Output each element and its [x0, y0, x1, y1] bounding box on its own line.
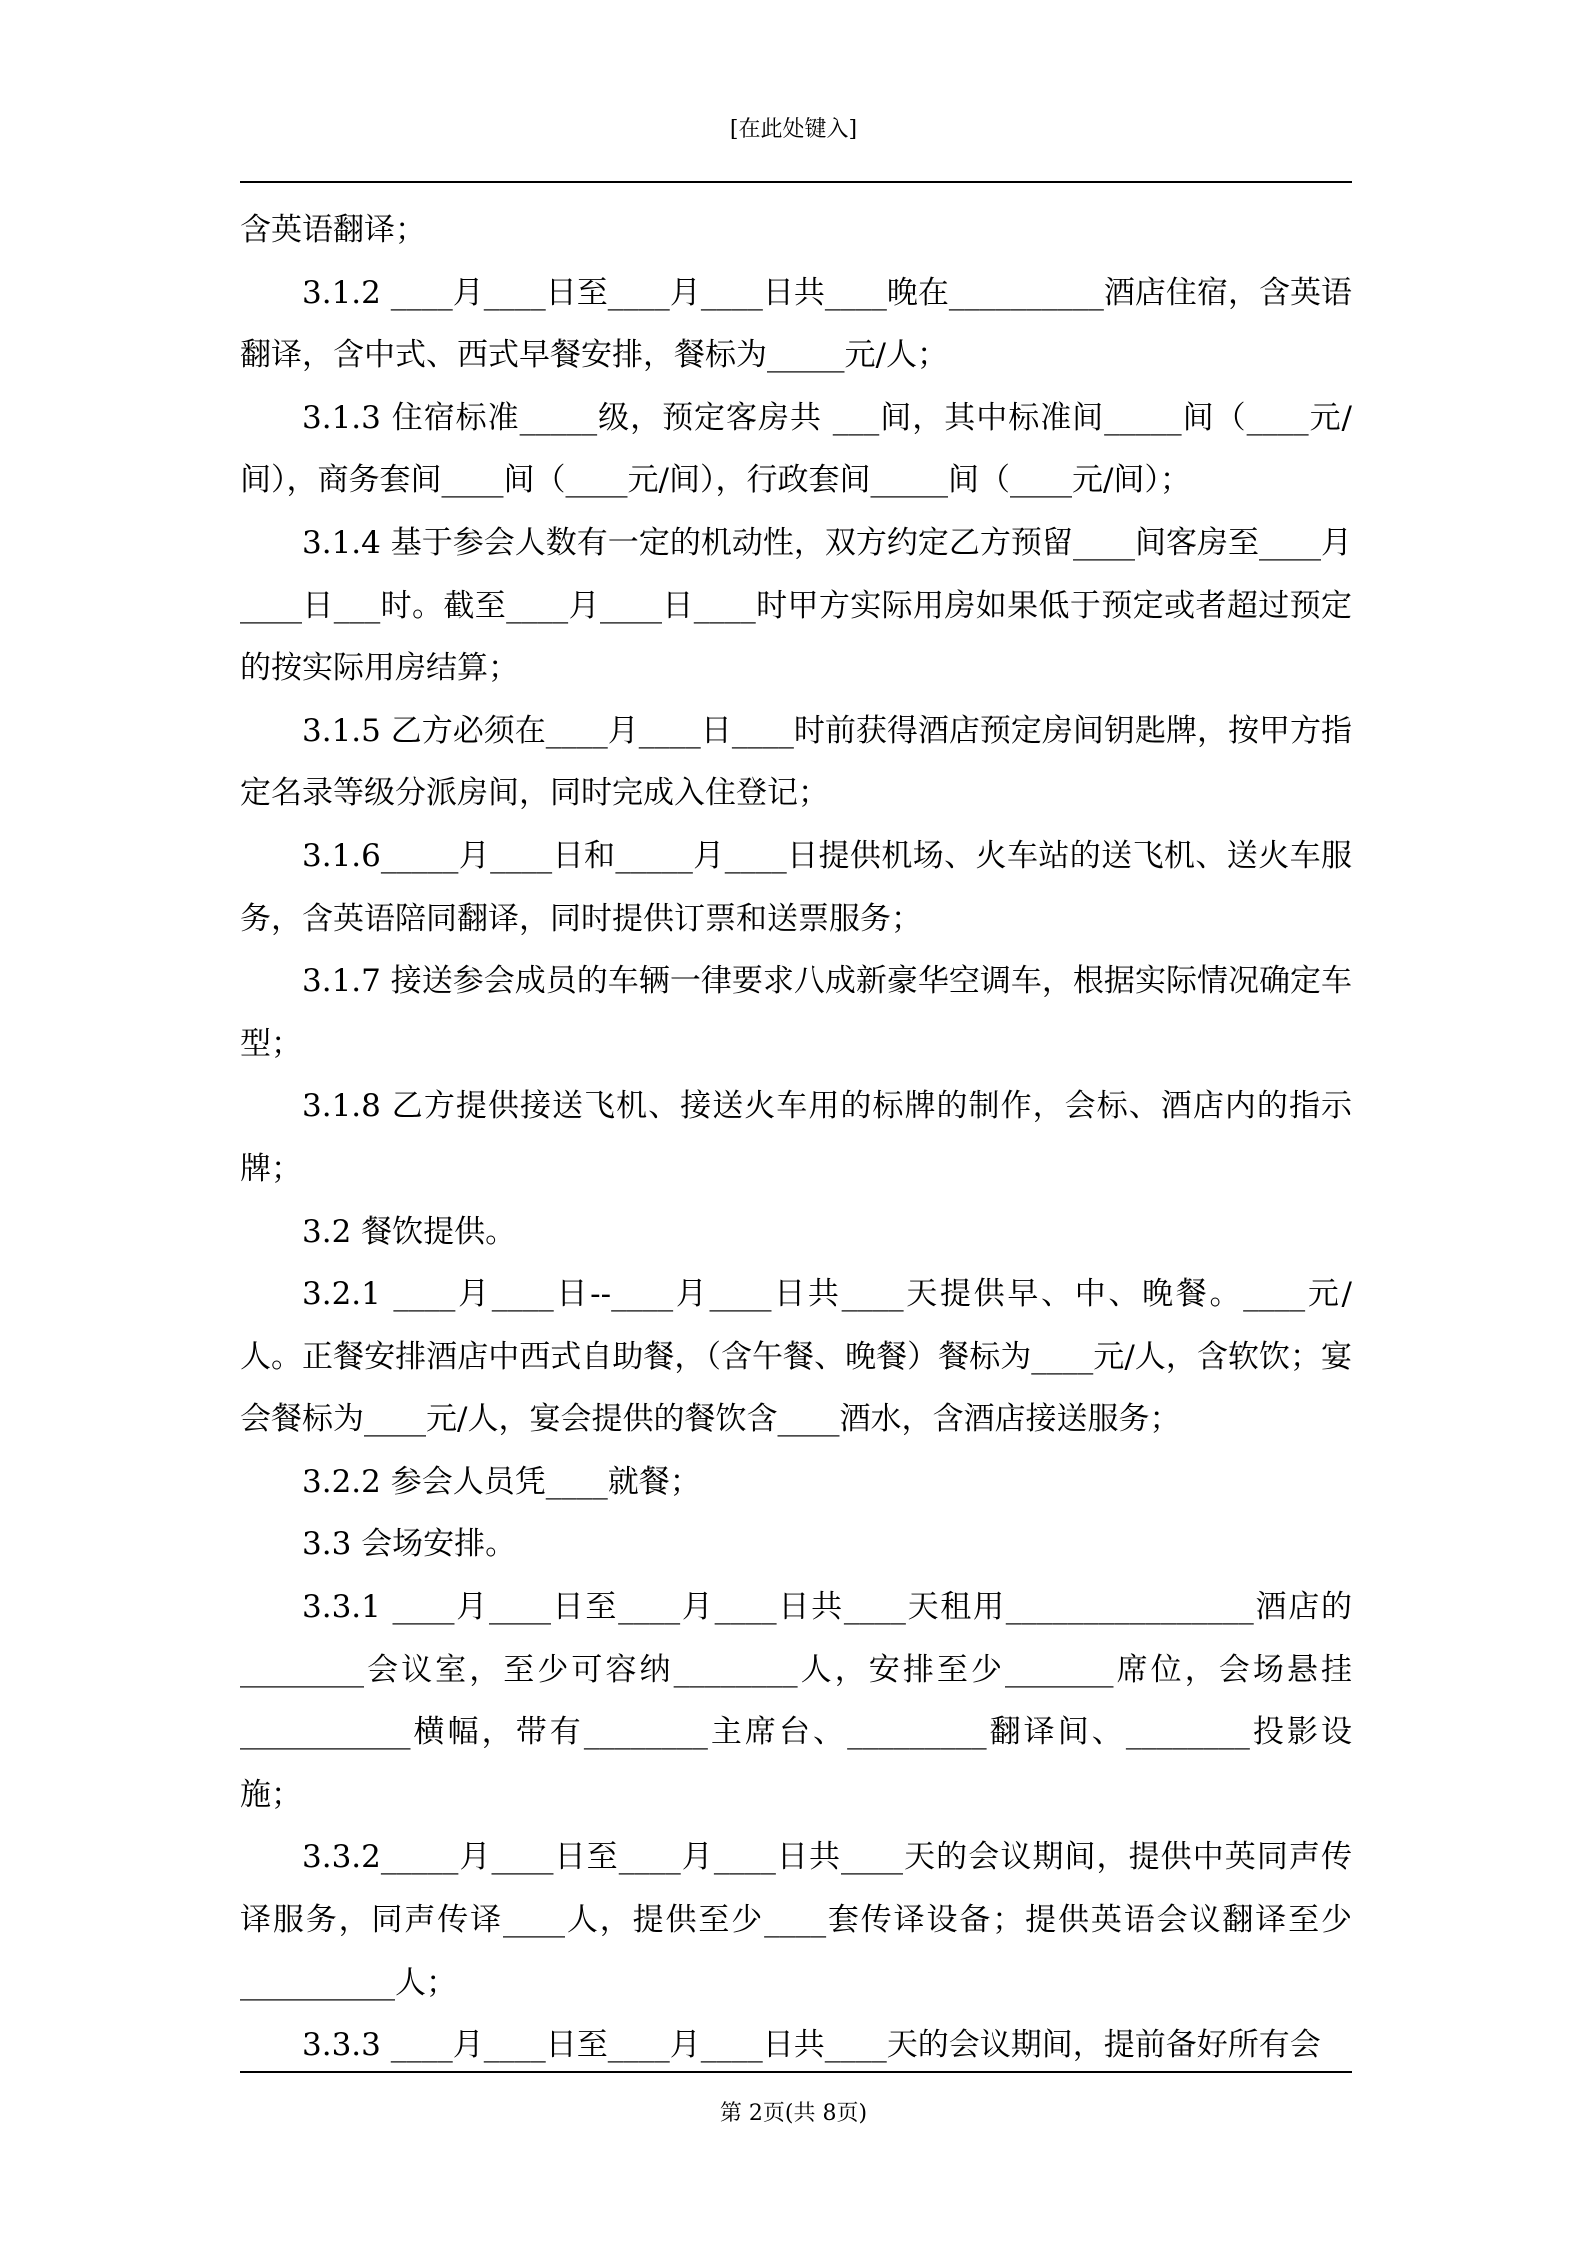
paragraph: 3.3.1 ____月____日至____月____日共____天租用________________酒店的________会议室，至少可容纳________人，安排至少_______席位，会场悬挂___________横幅，带有________主席台、_________翻译间、________投影设施； — [240, 1589, 1352, 1813]
paragraph: 3.1.2 ____月____日至____月____日共____晚在__________酒店住宿，含英语翻译，含中式、西式早餐安排，餐标为_____元/人； — [240, 274, 1352, 374]
paragraph: 3.1.7 接送参会成员的车辆一律要求八成新豪华空调车，根据实际情况确定车型； — [240, 963, 1352, 1062]
paragraph: 3.1.6_____月____日和_____月____日提供机场、火车站的送飞机、送火车服务，含英语陪同翻译，同时提供订票和送票服务； — [240, 837, 1352, 937]
header-rule — [240, 181, 1352, 183]
paragraph: 3.2.1 ____月____日--____月____日共____天提供早、中、晚餐。____元/人。正餐安排酒店中西式自助餐，（含午餐、晚餐）餐标为____元/人，含软饮；宴会餐标为____元/人，宴会提供的餐饮含____酒水，含酒店接送服务； — [240, 1276, 1352, 1438]
paragraph: 3.3.2_____月____日至____月____日共____天的会议期间，提供中英同声传译服务，同声传译____人，提供至少____套传译设备；提供英语会议翻译至少__________人； — [240, 1839, 1352, 2001]
paragraph: 含英语翻译； — [240, 212, 426, 248]
section-heading: 3.2 餐饮提供。 — [302, 1213, 517, 1250]
page-header: [在此处键入] — [729, 117, 858, 142]
document-body — [240, 199, 1352, 2077]
footer-rule — [240, 2071, 1352, 2073]
section-heading: 3.3 会场安排。 — [302, 1526, 517, 1563]
paragraph: 3.1.4 基于参会人数有一定的机动性，双方约定乙方预留____间客房至____月____日___时。截至____月____日____时甲方实际用房如果低于预定或者超过预定的按实际用房结算； — [240, 524, 1352, 687]
paragraph: 3.2.2 参会人员凭____就餐； — [302, 1463, 701, 1500]
paragraph: 3.1.5 乙方必须在____月____日____时前获得酒店预定房间钥匙牌，按甲方指定名录等级分派房间，同时完成入住登记； — [240, 712, 1352, 812]
paragraph: 3.3.3 ____月____日至____月____日共____天的会议期间，提前备好所有会 — [302, 2027, 1321, 2064]
paragraph: 3.1.8 乙方提供接送飞机、接送火车用的标牌的制作，会标、酒店内的指示牌； — [240, 1088, 1352, 1187]
page-footer: 第 2页(共 8页) — [719, 2101, 868, 2126]
paragraph: 3.1.3 住宿标准_____级，预定客房共 ___间，其中标准间_____间（____元/间），商务套间____间（____元/间），行政套间_____间（____元/间）； — [240, 399, 1352, 499]
